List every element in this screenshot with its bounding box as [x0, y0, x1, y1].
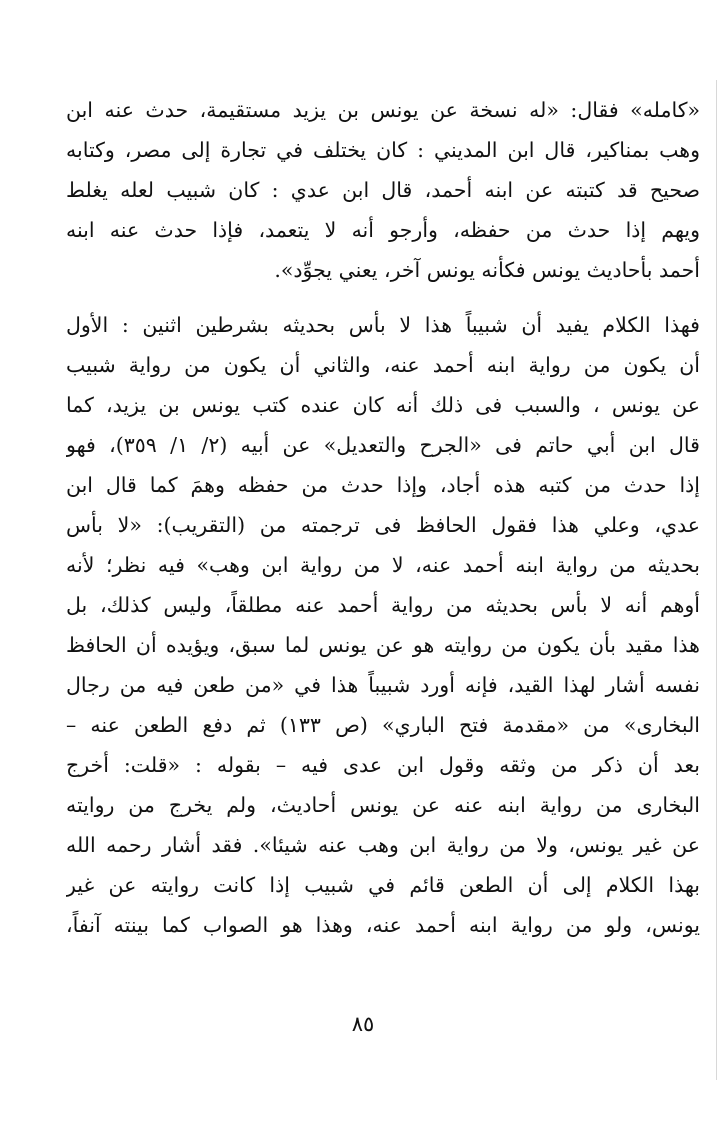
text-line: قال ابن أبي حاتم فى «الجرح والتعديل» عن أبيه (٢/ ١/ ٣٥٩)، فهو [66, 433, 700, 457]
text-line: أوهم أنه لا بأس بحديثه من رواية أحمد عنه مطلقاً، وليس كذلك، بل [66, 593, 700, 617]
text-line: أحمد بأحاديث يونس فكأنه يونس آخر، يعني يجوِّد». [274, 258, 700, 282]
text-line: ويهم إذا حدث من حفظه، وأرجو أنه لا يتعمد، فإذا حدث عنه ابنه [66, 218, 700, 242]
text-line: بحديثه من رواية ابنه أحمد عنه، لا من رواية ابن وهب» فيه نظر؛ لأنه [66, 553, 700, 577]
text-line: نفسه أشار لهذا القيد، فإنه أورد شبيباً هذا في «من طعن فيه من رجال [66, 673, 700, 697]
page-edge-line [716, 80, 717, 1080]
text-line: عن غير يونس، ولا من رواية ابن وهب عنه شيئا». فقد أشار رحمه الله [66, 833, 700, 857]
text-line: وهب بمناكير، قال ابن المديني : كان يختلف في تجارة إلى مصر، وكتابه [66, 138, 700, 162]
text-line: إذا حدث من كتبه هذه أجاد، وإذا حدث من حفظه وهمَ كما قال ابن [66, 473, 700, 497]
paragraph-1 [66, 90, 700, 290]
text-line: فهذا الكلام يفيد أن شبيباً هذا لا بأس بحديثه بشرطين اثنين : الأول [66, 313, 700, 337]
text-line: البخارى من رواية ابنه عنه عن يونس أحاديث، ولم يخرج من روايته [66, 793, 700, 817]
paragraph-2 [66, 305, 700, 945]
text-line: عن يونس ، والسبب فى ذلك أنه كان عنده كتب يونس بن يزيد، كما [66, 393, 700, 417]
text-line: عدي، وعلي هذا فقول الحافظ فى ترجمته من (التقريب): «لا بأس [66, 513, 700, 537]
text-line: «كامله» فقال: «له نسخة عن يونس بن يزيد مستقيمة، حدث عنه ابن [66, 98, 700, 122]
text-line: صحيح قد كتبته عن ابنه أحمد، قال ابن عدي : كان شبيب لعله يغلط [66, 178, 700, 202]
page-number: ٨٥ [351, 1012, 375, 1036]
text-line: بعد أن ذكر من وثقه وقول ابن عدى فيه – بقوله : «قلت: أخرج [66, 753, 700, 777]
text-line: البخارى» من «مقدمة فتح الباري» (ص ١٣٣) ثم دفع الطعن عنه – [66, 713, 700, 737]
text-line: هذا مقيد بأن يكون من روايته هو عن يونس لما سبق، ويؤيده أن الحافظ [66, 633, 700, 657]
text-line: يونس، ولو من رواية ابنه أحمد عنه، وهذا هو الصواب كما بينته آنفاً، [66, 913, 700, 937]
text-line: أن يكون من رواية ابنه أحمد عنه، والثاني أن يكون من رواية شبيب [66, 353, 700, 377]
text-line: بهذا الكلام إلى أن الطعن قائم في شبيب إذا كانت روايته عن غير [66, 873, 700, 897]
